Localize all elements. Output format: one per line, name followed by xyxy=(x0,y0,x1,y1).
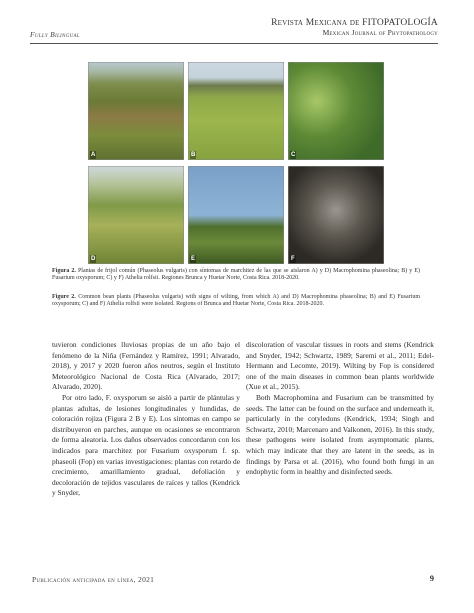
photo-panel-f xyxy=(288,166,384,264)
photo-panel-e xyxy=(188,166,284,264)
figure-photo-grid xyxy=(88,62,384,264)
header-rule xyxy=(30,43,438,44)
caption-es-label: Figura 2. xyxy=(52,268,76,274)
panel-label-b: B xyxy=(191,152,196,158)
panel-label-c: C xyxy=(291,152,296,158)
body-column-right xyxy=(246,340,434,478)
caption-en-label: Figure 2. xyxy=(52,294,76,300)
header-left: Fully Bilingual xyxy=(30,30,80,39)
panel-label-a: A xyxy=(91,152,96,158)
page-number: 9 xyxy=(429,573,434,583)
panel-label-f: F xyxy=(291,256,295,262)
paragraph: Por otro lado, F. oxysporum se aisló a partir de plántulas y plantas adultas, de lesiones longitudinales y hundidas, de coloración rojiza (Figura 2 B y E). Los síntomas en campo se distribuyeron en parches, aunque en ocasiones se encontraron de forma aleatoria. Los daños observados concordaron con los indicados para marchitez por Fusarium oxysporum f. sp. phaseoli (Fop) en varias investigaciones: plantas con retardo de crecimiento, amarillamiento gradual, defoliación y decoloración de tejidos vasculares de raíces y tallos (Kendrick y Snyder, xyxy=(52,392,240,498)
caption-en-text: Common bean plants (Phaseolus vulgaris) with signs of wilting, from which A) and D) Macrophomina phaseolina; B) and E) Fusarium oxysporum; C) and F) Athelia rolfsii were isolated. Regions of Brunca and Huetar Norte, Costa Rica. 2018-2020. xyxy=(52,294,420,308)
panel-label-d: D xyxy=(91,256,96,262)
paragraph: tuvieron condiciones lluviosas propias de un año bajo el fenómeno de la Niña (Fernández y Ramírez, 1991; Alvarado, 2018), y 2017 y 2020 fueron años neutros, según el Instituto Meteorológico Nacional de Costa Rica (Alvarado, 2017; Alvarado, 2020). xyxy=(52,340,240,392)
photo-panel-b xyxy=(188,62,284,160)
panel-label-e: E xyxy=(191,256,196,262)
paragraph: discoloration of vascular tissues in roots and stems (Kendrick and Snyder, 1942; Schwartz, 1989; Saremi et al., 2011; Edel-Hermann and Lecomte, 2019). Wilting by Fop is considered one of the main diseases in common bean plants worldwide (Xue et al., 2015). xyxy=(246,340,434,392)
body-column-left xyxy=(52,340,240,499)
caption-es-text: Plantas de frijol común (Phaseolus vulgaris) con síntomas de marchitez de las que se aislaron A) y D) Macrophomina phaseolina; B) y E) Fusarium oxysporum; C) y F) Athelia rolfsii. Regiones Brunca y Huetar Norte, Costa Rica. 2018-2020. xyxy=(52,268,421,282)
figure-caption-en xyxy=(52,294,420,309)
photo-panel-a xyxy=(88,62,184,160)
journal-title-en: Mexican Journal of Phytopathology xyxy=(322,27,438,37)
photo-panel-d xyxy=(88,166,184,264)
journal-title-es: Revista Mexicana de FITOPATOLOGÍA xyxy=(271,18,438,28)
footer-publication-note: Publicación anticipada en línea, 2021 xyxy=(32,575,155,584)
figure-caption-es xyxy=(52,268,420,283)
paragraph: Both Macrophomina and Fusarium can be transmitted by seeds. The latter can be found on the surface and underneath it, particularly in the cotyledons (Kendrick, 1934; Singh and Schwartz, 2010; Marcenaro and Valkonen, 2016). In this study, these pathogens were isolated from asymptomatic plants, which may indicate that they are latent in the seeds, as in findings by Parsa et al. (2016), who found both fungi in an endophytic form in healthy and disinfected seeds. xyxy=(246,392,434,477)
header-right xyxy=(271,18,438,38)
photo-panel-c xyxy=(288,62,384,160)
